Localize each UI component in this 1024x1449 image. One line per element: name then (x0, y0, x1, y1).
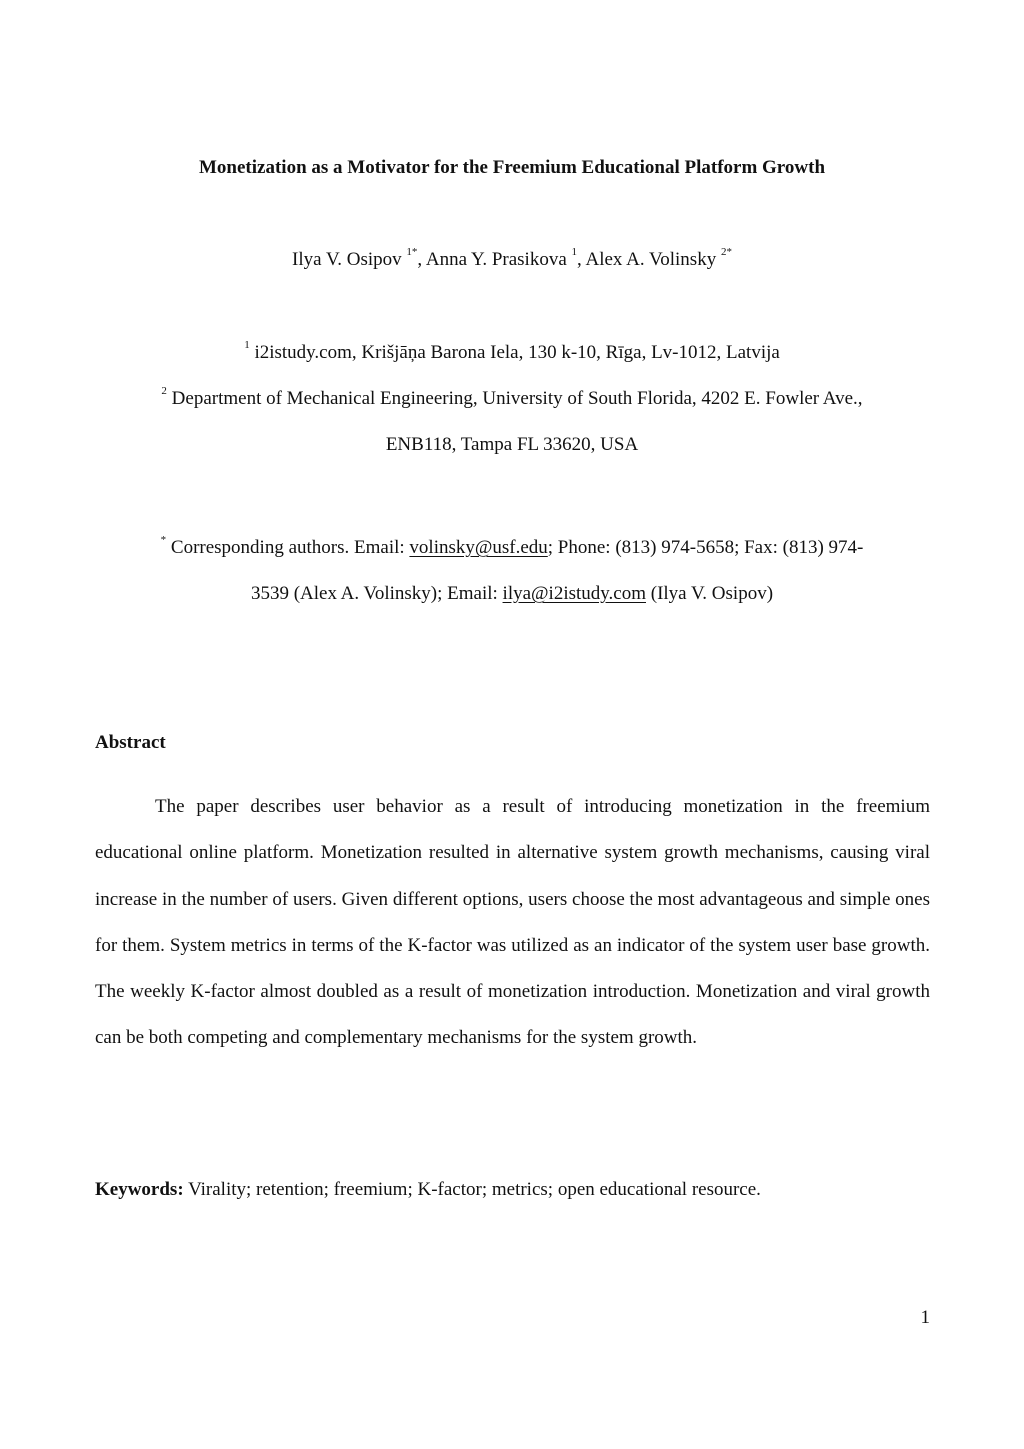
author-mark: 1* (406, 245, 418, 258)
email-link-osipov[interactable]: ilya@i2istudy.com (502, 583, 646, 604)
keywords-line (95, 1177, 930, 1203)
author-name: Anna Y. Prasikova (425, 249, 567, 270)
author-name: Alex A. Volinsky (585, 249, 717, 270)
keywords-label: Keywords: (95, 1179, 184, 1200)
abstract-text: The paper describes user behavior as a result of introducing monetization in the freemium educational online platform. Monetization resulted in alternative system growth mechanisms, causing viral increase in the number of users. Given different options, users choose the most advantageous and simple ones for them. System metrics in terms of the K-factor was utilized as an indicator of the system user base growth. The weekly K-factor almost doubled as a result of monetization introduction. Monetization and viral growth can be both competing and complementary mechanisms for the system growth. (95, 796, 930, 1049)
author-list: Ilya V. Osipov $^{1*}$, Anna Y. Prasikova $^1$, Alex A. Volinsky $^{2*}$ (292, 245, 732, 270)
affiliation-mark: 1 (244, 338, 250, 351)
paper-title: Monetization as a Motivator for the Freemium Educational Platform Growth (198, 157, 826, 178)
affiliation-mark: 2 (161, 384, 167, 397)
abstract-heading: Abstract (95, 732, 166, 753)
email-link-volinsky[interactable]: volinsky@usf.edu (409, 537, 548, 558)
affiliation-text: i2istudy.com, Krišjāņa Barona Iela, 130 k-10, Rīga, Lv-1012, Latvija (254, 342, 780, 363)
author-mark: 2* (720, 245, 732, 258)
corresponding-line-1: * Corresponding authors. Email: volinsky@usf.edu; Phone: (813) 974-5658; Fax: (813) 974- (160, 533, 864, 558)
affiliation-2 (0, 386, 1024, 412)
author-name: Ilya V. Osipov (292, 249, 402, 270)
corresponding-line-2: 3539 (Alex A. Volinsky); Email: ilya@i2istudy.com (Ilya V. Osipov) (250, 583, 774, 604)
corresponding-mark: * (160, 533, 167, 546)
affiliation-2-continued: ENB118, Tampa FL 33620, USA (385, 434, 639, 455)
page-number: 1 (920, 1307, 930, 1328)
affiliation-1 (0, 340, 1024, 366)
keywords-text: Virality; retention; freemium; K-factor; metrics; open educational resource. (183, 1179, 761, 1200)
affiliation-text: Department of Mechanical Engineering, University of South Florida, 4202 E. Fowler Ave., (171, 388, 863, 409)
author-mark: 1 (571, 245, 578, 258)
